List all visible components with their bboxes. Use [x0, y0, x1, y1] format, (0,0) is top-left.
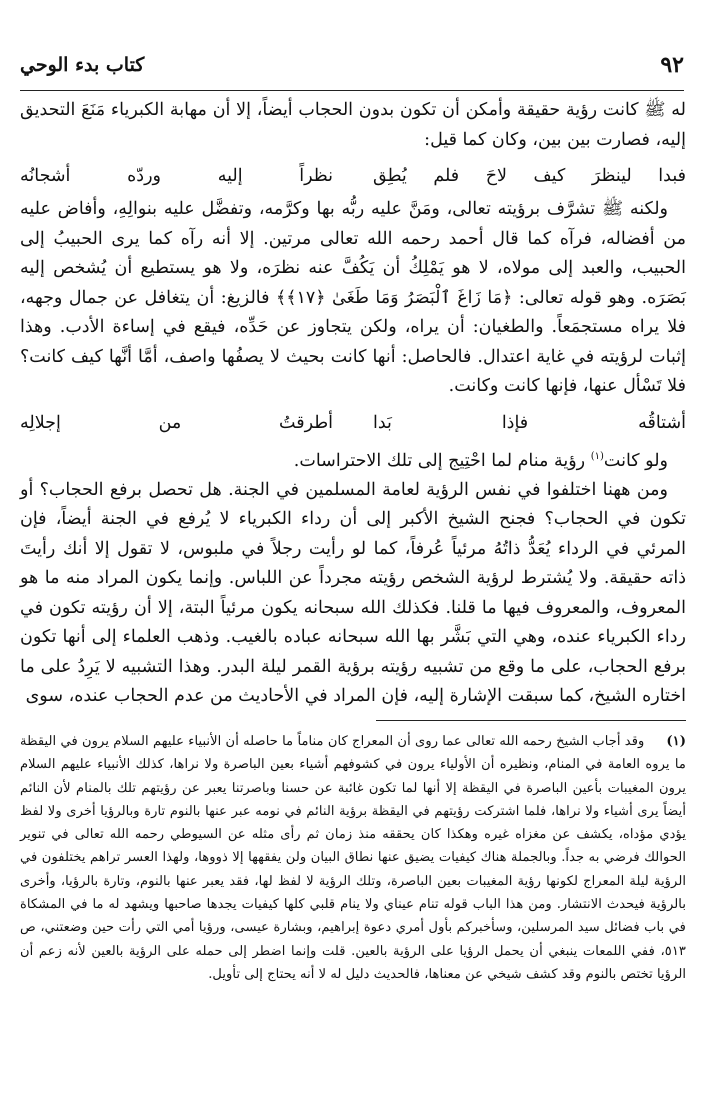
verse-2 — [20, 408, 686, 438]
page-header — [20, 50, 684, 91]
footnote-reference[interactable]: (١) — [590, 450, 604, 462]
footnote — [20, 730, 686, 986]
paragraph-3-start: ولو كانت — [603, 450, 668, 471]
verse-1 — [20, 161, 686, 191]
running-title: كتاب بدء الوحي — [20, 54, 145, 76]
verse-2-first-hemistich: أشتاقُه فإذا بَدا — [372, 412, 686, 433]
verse-2-second-hemistich: أطرقتُ من إجلالِه — [20, 412, 334, 433]
page-number: ٩٢ — [660, 52, 684, 78]
paragraph-4: ومن ههنا اختلفوا في نفس الرؤية لعامة المسلمين في الجنة. هل تحصل برفع الحجاب؟ أو تكون في الحجاب؟ فجنح الشيخ الأكبر إلى أن رداء الكبرياء لا يُرفع في الجنة أيضاً، فإن المرئي في الرداء يُعَدُّ ذاتُهُ مرئياً عُرفاً، كما لو رأيت رجلاً في ملبوس، لا تقول إلا أنك رأيتَ ذاته حقيقة. ولا يُشترط لرؤية الشخص رؤيته مجرداً عن اللباس. وإنما يكون المراد منه ما هو المعروف، والمعروف فيها ما قلنا. فكذلك الله سبحانه يكون مرئياً البتة، إلا أن رؤيته تكون في رداء الكبرياء عنده، وهي التي بَشَّر بها الله سبحانه عباده بالغيب. وذهب العلماء إلى أنها تكون برفع الحجاب، على ما وقع من تشبيه رؤيته برؤية القمر ليلة البدر. وهذا التشبيه لا يَرِدُ على ما اختاره الشيخ، كما سبقت الإشارة إليه، فإن المراد في الأحاديث من عدم الحجاب عنده، سوى — [20, 479, 686, 707]
paragraph-3 — [20, 442, 686, 476]
verse-1-second-hemistich: نظراً إليه وردّه أشجانُه — [20, 166, 334, 186]
verse-1-first-hemistich: فبدا لينظرَ كيف لاحَ فلم يُطِق — [372, 166, 686, 186]
footnote-number: (١) — [666, 734, 686, 749]
footnote-separator — [376, 720, 686, 721]
paragraph-3-end: رؤية منام لما احْتِيج إلى تلك الاحتراسات. — [293, 450, 591, 471]
paragraph-1: له ﷺ كانت رؤية حقيقة وأمكن أن تكون بدون الحجاب أيضاً، إلا أن مهابة الكبرياء مَنَعَ التحديق إليه، فصارت بين بين، وكان كما قيل: — [20, 100, 686, 150]
main-text — [20, 96, 686, 712]
paragraph-2: ولكنه ﷺ تشرَّف برؤيته تعالى، ومَنَّ عليه ربُّه بها وكرَّمه، وتفضَّل عليه بنوالِهِ، وأفاض عليه من أفضاله، فرآه كما قال أحمد رحمه الله تعالى مرتين. إلا أنه رآه كما يرى الحبيبُ إلى الحبيب، والعبد إلى مولاه، لا هو يَمْلِكُ أن يَكُفَّ عنه نظرَه، ولا هو يستطيع أن يُشخص إليه بَصَرَه. وهو قوله تعالى: ﴿مَا زَاغَ ٱلْبَصَرُ وَمَا طَغَىٰ ﴿١٧﴾﴾ فالزيغ: أن يتغافل عن جمال وجهه، فلا يراه مستجمَعاً. والطغيان: أن يراه، ولكن يتجاوز عن حَدِّه، فيقع في إساءة الأدب. وهذا إثبات لرؤيته في غاية اعتدال. فالحاصل: أنها كانت بحيث لا يصفُها واصف، أمَّا أنَّها كيف كانت؟ فلا تَسْأل عنها، فإنها كانت وكانت. — [20, 199, 686, 396]
footnote-text: وقد أجاب الشيخ رحمه الله تعالى عما روى أن المعراج كان مناماً ما حاصله أن الأنبياء عليهم السلام يرون في اليقظة ما يروه العامة في المنام، ونظيره أن الأولياء يرون في كشوفهم أشياء بعين الباصرة ولا نراها، كذلك الأنبياء عليهم السلام يرون المغيبات بأعين الباصرة في اليقظة إلا أنها لما تكون غائبة عن حسنا وباصرتنا يعبر عن رؤيتهم تلك بالمنام لأن النائم أيضاً يرى أشياء ولا نراها، فلما اشتركت رؤيتهم في اليقظة برؤية النائم في نومه عبر عنها بالنوم تارة وبالرؤيا أخرى ولا لفظ يؤدي مؤداه، يكشف عن مغزاه غيره وهكذا كان يحققه منذ زمان ثم رأى مثله عن السيوطي رحمه الله تعالى في تنوير الحوالك فرضي به جداً. وبالجملة هناك كيفيات يضيق عنها نطاق البيان ولن يفقهها إلا ذووها، ولهذا العسر تراهم يختلفون في الرؤية ليلة المعراج لكونها رؤية المغيبات بعين الباصرة، وتلك الرؤية لا لفظ لها، فقد يعبر عنها بالنوم، وتارة بالرؤيا، وأخرى بالرؤية فيحدث الانتشار. ومن هذا الباب قوله تنام عيناي ولا ينام قلبي كلها كيفيات يجدها صاحبها ويشهد له ما في المشكاة في باب فضائل سيد المرسلين، وسأخبركم بأول أمري دعوة إبراهيم، وبشارة عيسى، ورؤيا أمي التي رأت حين وضعتني، ص ٥١٣، ففي اللمعات ينبغي أن يحمل الرؤيا على الرؤية بالعين. قلت وإنما اضطر إلى حمله على الرؤية بالعين لأنه زعم أن الرؤيا تختص بالنوم وقد كشف شيخي عن معناها، فالحديث دليل له لا أنه يحتاج إلى تأويل. — [20, 734, 686, 982]
